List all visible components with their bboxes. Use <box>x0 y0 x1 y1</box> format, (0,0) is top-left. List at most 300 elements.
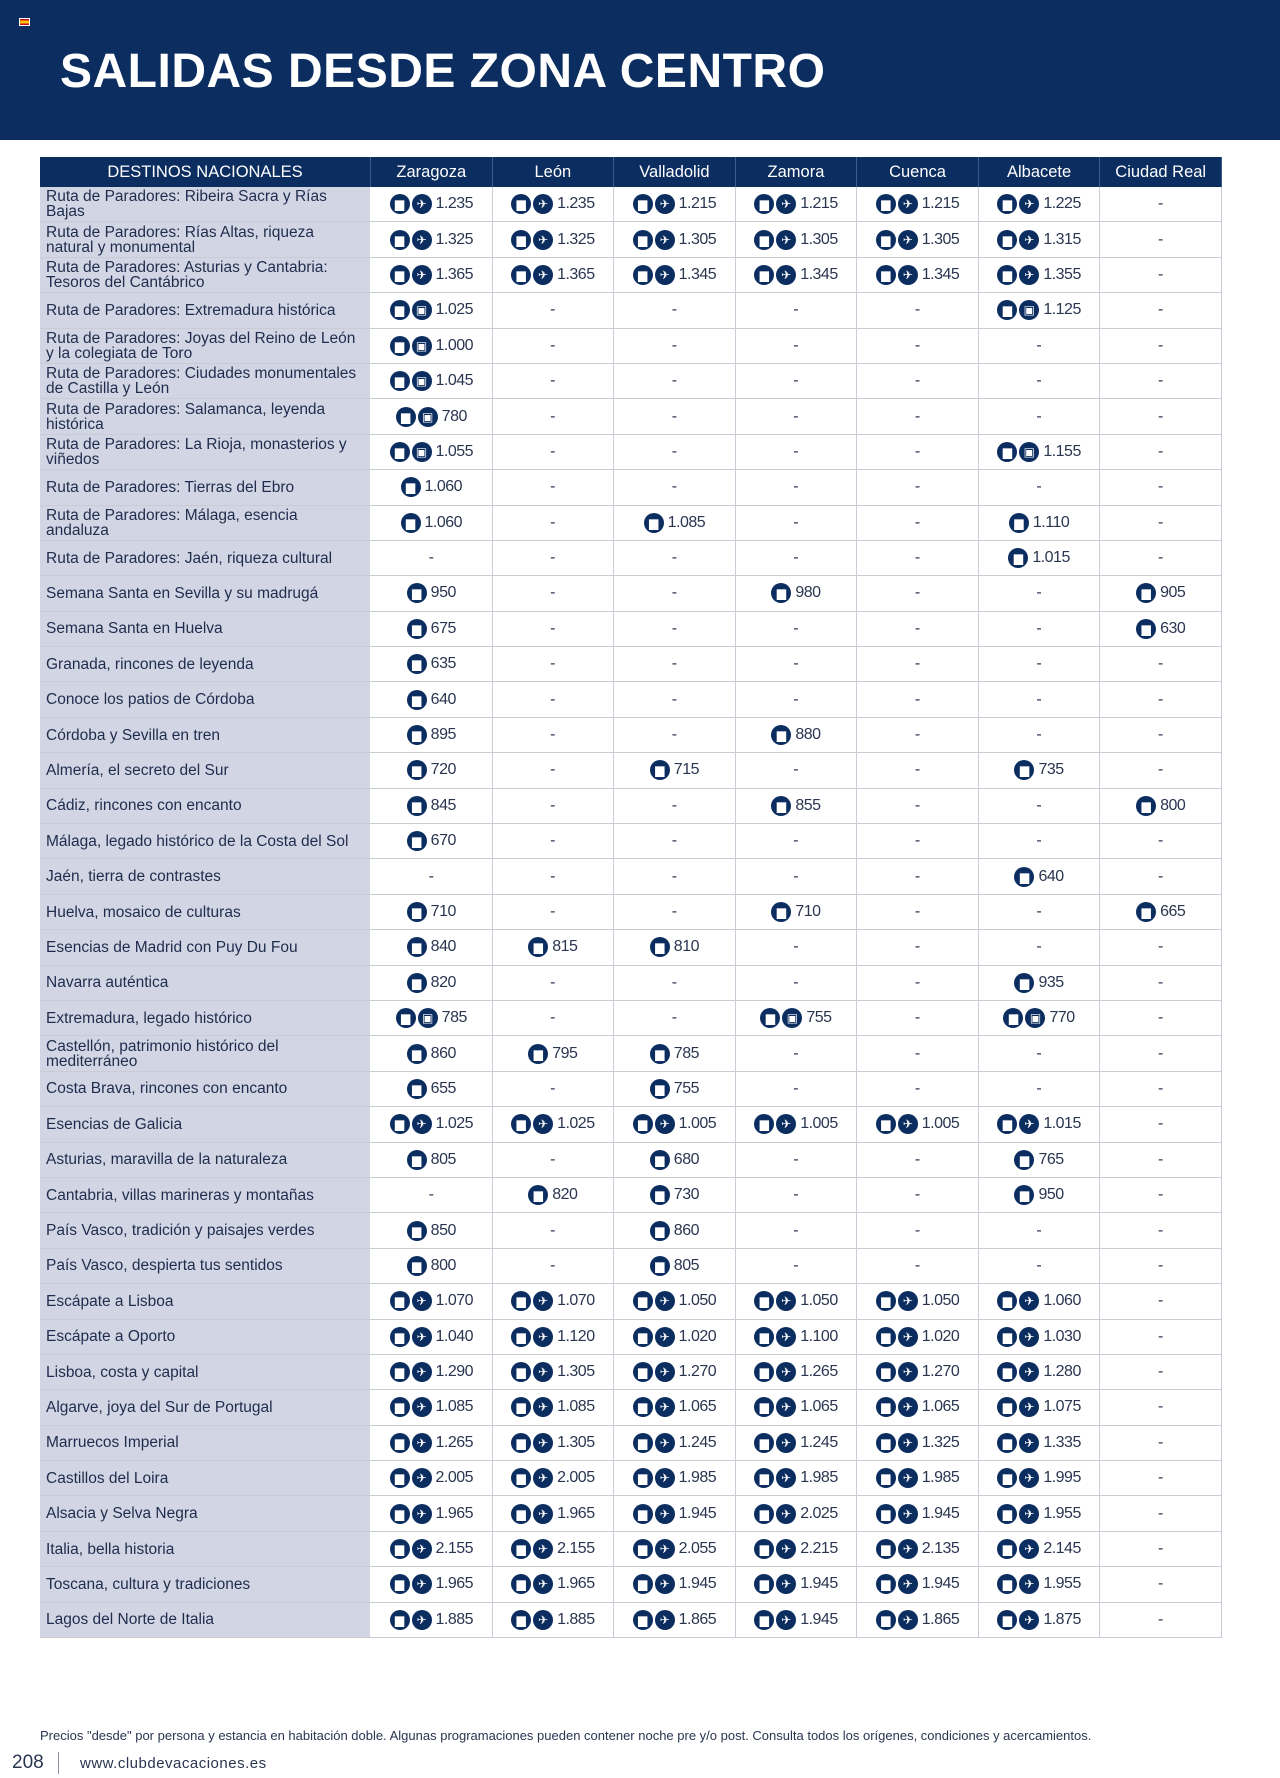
table-row <box>40 1000 1222 1035</box>
train-icon: ▆ <box>407 725 427 745</box>
train-icon: ▆ <box>876 1468 896 1488</box>
price-value: 860 <box>673 1221 699 1239</box>
price-group <box>672 620 677 638</box>
not-available-dash: - <box>671 372 678 390</box>
price-value: 905 <box>1160 584 1186 602</box>
price-cell <box>857 257 979 292</box>
price-group <box>672 1009 677 1027</box>
price-value: 1.155 <box>1043 442 1081 460</box>
price-cell <box>978 753 1100 788</box>
price-group <box>1036 691 1041 709</box>
price-cell <box>1100 293 1222 328</box>
price-cell <box>492 187 614 222</box>
price-group <box>407 1221 456 1241</box>
plane-icon: ✈ <box>412 1504 432 1524</box>
table-header-row <box>40 157 1222 187</box>
not-available-dash: - <box>793 1221 799 1239</box>
price-group <box>915 584 920 602</box>
train-icon: ▆ <box>876 1327 896 1347</box>
not-available-dash: - <box>1158 1504 1164 1522</box>
destination-name: Costa Brava, rincones con encanto <box>40 1071 371 1106</box>
train-icon: ▆ <box>407 583 427 603</box>
destination-name: Semana Santa en Huelva <box>40 611 371 646</box>
price-group <box>1036 1080 1041 1098</box>
plane-icon: ✈ <box>412 1362 432 1382</box>
price-cell <box>614 1461 736 1496</box>
price-group <box>650 1185 699 1205</box>
price-cell <box>1100 647 1222 682</box>
price-group <box>876 1468 960 1488</box>
not-available-dash: - <box>914 1044 921 1062</box>
price-cell <box>371 1319 493 1354</box>
price-value: 1.325 <box>921 1433 960 1451</box>
not-available-dash: - <box>793 1044 799 1062</box>
price-group <box>876 1433 960 1453</box>
price-group <box>915 903 920 921</box>
price-cell <box>857 1000 979 1035</box>
destination-name: Ruta de Paradores: Ribeira Sacra y Rías Bajas <box>40 187 371 222</box>
price-cell <box>1100 894 1222 929</box>
not-available-dash: - <box>1158 690 1164 708</box>
train-icon: ▆ <box>876 230 896 250</box>
not-available-dash: - <box>793 336 799 354</box>
train-icon: ▆ <box>997 230 1017 250</box>
price-cell <box>614 717 736 752</box>
price-cell <box>735 1354 857 1389</box>
page-header <box>0 0 1280 140</box>
price-value: 1.050 <box>678 1292 717 1310</box>
price-group <box>754 1539 838 1559</box>
price-group <box>1014 1150 1063 1170</box>
train-icon: ▆ <box>650 1221 670 1241</box>
price-cell <box>857 363 979 398</box>
price-cell <box>978 647 1100 682</box>
price-group <box>672 832 677 850</box>
price-group <box>1008 548 1070 568</box>
plane-icon: ✈ <box>898 1397 918 1417</box>
price-cell <box>371 399 493 434</box>
price-cell <box>1100 1248 1222 1283</box>
not-available-dash: - <box>671 619 678 637</box>
price-group <box>754 1114 838 1134</box>
price-cell <box>371 1531 493 1566</box>
price-group <box>1158 266 1163 284</box>
not-available-dash: - <box>671 726 678 744</box>
price-group <box>390 371 474 391</box>
table-row <box>40 187 1222 222</box>
price-value: 800 <box>1160 796 1186 814</box>
not-available-dash: - <box>914 478 921 496</box>
price-group <box>915 1080 920 1098</box>
price-cell <box>1100 1461 1222 1496</box>
price-cell <box>371 576 493 611</box>
price-group <box>550 832 555 850</box>
price-cell <box>371 1142 493 1177</box>
price-cell <box>735 1036 857 1071</box>
train-icon: ▆ <box>997 1504 1017 1524</box>
destination-name: Cádiz, rincones con encanto <box>40 788 371 823</box>
destination-name: Semana Santa en Sevilla y su madrugá <box>40 576 371 611</box>
price-cell <box>492 682 614 717</box>
price-value: 1.305 <box>557 1433 595 1451</box>
not-available-dash: - <box>671 301 678 319</box>
price-cell <box>978 576 1100 611</box>
bus-icon: ▣ <box>1025 1008 1045 1028</box>
plane-icon: ✈ <box>655 1362 675 1382</box>
not-available-dash: - <box>550 301 556 319</box>
train-icon: ▆ <box>633 194 653 214</box>
price-cell <box>857 1425 979 1460</box>
price-group <box>672 549 677 567</box>
price-value: 820 <box>552 1186 578 1204</box>
plane-icon: ✈ <box>1019 1397 1039 1417</box>
price-value: 2.155 <box>435 1540 474 1558</box>
train-icon: ▆ <box>650 1079 670 1099</box>
destination-name: Marruecos Imperial <box>40 1425 371 1460</box>
price-cell <box>492 1531 614 1566</box>
price-cell <box>978 859 1100 894</box>
not-available-dash: - <box>793 1186 799 1204</box>
train-icon: ▆ <box>876 1114 896 1134</box>
price-value: 1.875 <box>1043 1610 1081 1628</box>
price-group <box>550 903 555 921</box>
price-value: 1.945 <box>921 1504 960 1522</box>
price-cell <box>492 434 614 469</box>
not-available-dash: - <box>914 832 921 850</box>
price-cell <box>735 1248 857 1283</box>
price-group <box>793 408 798 426</box>
train-icon: ▆ <box>407 831 427 851</box>
price-value: 1.005 <box>800 1115 838 1133</box>
destination-name: Escápate a Oporto <box>40 1319 371 1354</box>
price-cell <box>978 222 1100 257</box>
price-group <box>876 230 960 250</box>
train-icon: ▆ <box>1014 973 1034 993</box>
plane-icon: ✈ <box>776 1539 796 1559</box>
train-icon: ▆ <box>407 1044 427 1064</box>
price-value: 770 <box>1049 1009 1075 1027</box>
price-cell <box>857 540 979 575</box>
price-value: 1.965 <box>435 1504 474 1522</box>
price-cell <box>735 824 857 859</box>
price-group <box>407 973 456 993</box>
train-icon: ▆ <box>511 1362 531 1382</box>
train-icon: ▆ <box>1009 513 1029 533</box>
price-value: 1.020 <box>678 1327 717 1345</box>
not-available-dash: - <box>914 407 921 425</box>
price-group <box>997 1433 1081 1453</box>
price-group <box>672 337 677 355</box>
not-available-dash: - <box>914 761 921 779</box>
not-available-dash: - <box>550 690 556 708</box>
price-value: 730 <box>673 1186 699 1204</box>
not-available-dash: - <box>793 973 799 991</box>
price-cell <box>371 824 493 859</box>
price-value: 1.050 <box>921 1292 960 1310</box>
price-cell <box>735 1390 857 1425</box>
destination-name: Córdoba y Sevilla en tren <box>40 717 371 752</box>
price-cell <box>371 894 493 929</box>
not-available-dash: - <box>550 549 556 567</box>
price-cell <box>857 1461 979 1496</box>
price-group <box>511 1539 595 1559</box>
price-cell <box>371 1177 493 1212</box>
price-cell <box>857 434 979 469</box>
price-cell <box>1100 222 1222 257</box>
price-cell <box>978 965 1100 1000</box>
bus-icon: ▣ <box>782 1008 802 1028</box>
price-group <box>407 937 456 957</box>
not-available-dash: - <box>793 1150 799 1168</box>
price-group <box>1158 1186 1163 1204</box>
price-cell <box>735 293 857 328</box>
table-row <box>40 930 1222 965</box>
train-icon: ▆ <box>876 194 896 214</box>
train-icon: ▆ <box>407 1079 427 1099</box>
price-cell <box>614 399 736 434</box>
price-group <box>1136 902 1185 922</box>
price-group <box>760 1008 831 1028</box>
price-value: 1.025 <box>557 1115 595 1133</box>
not-available-dash: - <box>671 796 678 814</box>
price-group <box>1158 337 1163 355</box>
price-cell <box>492 930 614 965</box>
not-available-dash: - <box>1036 796 1042 814</box>
train-icon: ▆ <box>390 1468 410 1488</box>
not-available-dash: - <box>1158 1221 1164 1239</box>
page-title: SALIDAS DESDE ZONA CENTRO <box>60 45 826 98</box>
not-available-dash: - <box>1158 655 1164 673</box>
price-cell <box>371 363 493 398</box>
price-group <box>754 230 838 250</box>
price-cell <box>1100 1284 1222 1319</box>
price-cell <box>614 1284 736 1319</box>
price-cell <box>857 1319 979 1354</box>
price-cell <box>735 222 857 257</box>
price-value: 1.325 <box>557 230 595 248</box>
price-group <box>672 797 677 815</box>
destination-name: Italia, bella historia <box>40 1531 371 1566</box>
price-group <box>1036 903 1041 921</box>
price-cell <box>857 399 979 434</box>
price-group <box>396 407 467 427</box>
table-row <box>40 505 1222 540</box>
not-available-dash: - <box>793 1256 799 1274</box>
not-available-dash: - <box>793 513 799 531</box>
plane-icon: ✈ <box>1019 1291 1039 1311</box>
plane-icon: ✈ <box>412 1291 432 1311</box>
not-available-dash: - <box>550 973 556 991</box>
price-cell <box>492 1425 614 1460</box>
not-available-dash: - <box>1158 1610 1164 1628</box>
price-cell <box>1100 505 1222 540</box>
price-group <box>876 1504 960 1524</box>
price-group <box>633 1539 717 1559</box>
train-icon: ▆ <box>644 513 664 533</box>
price-cell <box>978 1496 1100 1531</box>
price-cell <box>1100 753 1222 788</box>
price-value: 785 <box>441 1009 467 1027</box>
train-icon: ▆ <box>511 1397 531 1417</box>
price-value: 880 <box>795 726 821 744</box>
price-cell <box>492 894 614 929</box>
train-icon: ▆ <box>511 1610 531 1630</box>
train-icon: ▆ <box>633 1468 653 1488</box>
train-icon: ▆ <box>511 1433 531 1453</box>
price-cell <box>857 788 979 823</box>
price-group <box>511 1504 595 1524</box>
bus-icon: ▣ <box>412 371 432 391</box>
not-available-dash: - <box>914 619 921 637</box>
price-group <box>511 1610 595 1630</box>
not-available-dash: - <box>428 1186 434 1204</box>
price-group <box>390 1397 474 1417</box>
not-available-dash: - <box>793 938 799 956</box>
price-group <box>1014 973 1063 993</box>
price-cell <box>857 505 979 540</box>
price-group <box>793 1045 798 1063</box>
plane-icon: ✈ <box>776 1291 796 1311</box>
price-cell <box>492 1319 614 1354</box>
not-available-dash: - <box>914 903 921 920</box>
price-cell <box>735 1531 857 1566</box>
price-group <box>550 868 555 886</box>
plane-icon: ✈ <box>533 1433 553 1453</box>
price-cell <box>371 611 493 646</box>
destination-name: Jaén, tierra de contrastes <box>40 859 371 894</box>
price-group <box>511 1433 595 1453</box>
price-cell <box>492 540 614 575</box>
not-available-dash: - <box>1036 478 1042 496</box>
page-number: 208 <box>12 1752 59 1774</box>
price-cell <box>857 1036 979 1071</box>
train-icon: ▆ <box>407 760 427 780</box>
not-available-dash: - <box>1158 1540 1164 1558</box>
not-available-dash: - <box>793 690 799 708</box>
train-icon: ▆ <box>390 336 410 356</box>
price-group <box>429 549 434 567</box>
not-available-dash: - <box>1036 655 1042 673</box>
price-group <box>771 902 820 922</box>
price-group <box>997 1397 1081 1417</box>
plane-icon: ✈ <box>1019 194 1039 214</box>
price-group <box>407 1256 456 1276</box>
price-value: 1.125 <box>1043 301 1081 319</box>
price-value: 2.005 <box>435 1469 474 1487</box>
price-group <box>915 761 920 779</box>
price-cell <box>492 1567 614 1602</box>
price-group <box>915 443 920 461</box>
train-icon: ▆ <box>511 1539 531 1559</box>
price-group <box>407 619 456 639</box>
train-icon: ▆ <box>396 1008 416 1028</box>
price-group <box>997 265 1081 285</box>
not-available-dash: - <box>914 1186 921 1204</box>
not-available-dash: - <box>1158 1469 1164 1487</box>
price-cell <box>978 1071 1100 1106</box>
price-group <box>793 549 798 567</box>
price-group <box>915 691 920 709</box>
price-cell <box>1100 1602 1222 1637</box>
price-group <box>1036 938 1041 956</box>
bus-icon: ▣ <box>418 407 438 427</box>
not-available-dash: - <box>1036 372 1042 390</box>
not-available-dash: - <box>793 372 799 390</box>
price-value: 1.345 <box>921 265 960 283</box>
price-group <box>390 1468 474 1488</box>
price-value: 670 <box>430 832 456 850</box>
price-cell <box>735 1142 857 1177</box>
train-icon: ▆ <box>876 1610 896 1630</box>
price-cell <box>492 328 614 363</box>
price-cell <box>735 1461 857 1496</box>
price-value: 795 <box>552 1044 578 1062</box>
not-available-dash: - <box>550 1221 556 1239</box>
table-row <box>40 1390 1222 1425</box>
train-icon: ▆ <box>390 1362 410 1382</box>
price-value: 1.215 <box>921 195 960 213</box>
price-cell <box>492 293 614 328</box>
price-value: 1.225 <box>1043 195 1081 213</box>
price-cell <box>371 682 493 717</box>
price-cell <box>492 1213 614 1248</box>
price-value: 1.985 <box>800 1469 838 1487</box>
price-cell <box>1100 1213 1222 1248</box>
price-cell <box>614 682 736 717</box>
plane-icon: ✈ <box>533 1468 553 1488</box>
price-group <box>1036 337 1041 355</box>
price-group <box>1158 514 1163 532</box>
price-cell <box>371 930 493 965</box>
price-group <box>997 1504 1081 1524</box>
price-group <box>793 301 798 319</box>
price-group <box>771 796 820 816</box>
column-header-zaragoza: Zaragoza <box>371 157 493 187</box>
price-group <box>407 796 456 816</box>
price-value: 640 <box>1038 867 1064 885</box>
price-cell <box>978 470 1100 505</box>
destination-name: Ruta de Paradores: Joyas del Reino de León y la colegiata de Toro <box>40 328 371 363</box>
price-footnote: Precios "desde" por persona y estancia en habitación doble. Algunas programaciones pueden contener noche pre y/o post. Consulta todos los orígenes, condiciones y acercamientos. <box>40 1728 1092 1743</box>
price-cell <box>978 930 1100 965</box>
price-group <box>793 372 798 390</box>
price-group <box>633 230 717 250</box>
price-group <box>1158 372 1163 390</box>
train-icon: ▆ <box>876 1574 896 1594</box>
price-group <box>915 408 920 426</box>
price-group <box>528 1185 577 1205</box>
price-group <box>915 620 920 638</box>
price-cell <box>492 611 614 646</box>
price-group <box>876 1610 960 1630</box>
not-available-dash: - <box>1036 407 1042 425</box>
not-available-dash: - <box>1158 1256 1164 1274</box>
table-row <box>40 1567 1222 1602</box>
website-link[interactable]: www.clubdevacaciones.es <box>80 1755 267 1772</box>
train-icon: ▆ <box>390 1539 410 1559</box>
price-group <box>550 584 555 602</box>
train-icon: ▆ <box>1003 1008 1023 1028</box>
price-group <box>1014 1185 1063 1205</box>
price-cell <box>614 930 736 965</box>
not-available-dash: - <box>1158 1327 1164 1345</box>
table-row <box>40 1531 1222 1566</box>
price-value: 1.345 <box>800 265 838 283</box>
not-available-dash: - <box>914 726 921 744</box>
price-group <box>407 760 456 780</box>
price-cell <box>614 1071 736 1106</box>
destination-name: Esencias de Galicia <box>40 1107 371 1142</box>
